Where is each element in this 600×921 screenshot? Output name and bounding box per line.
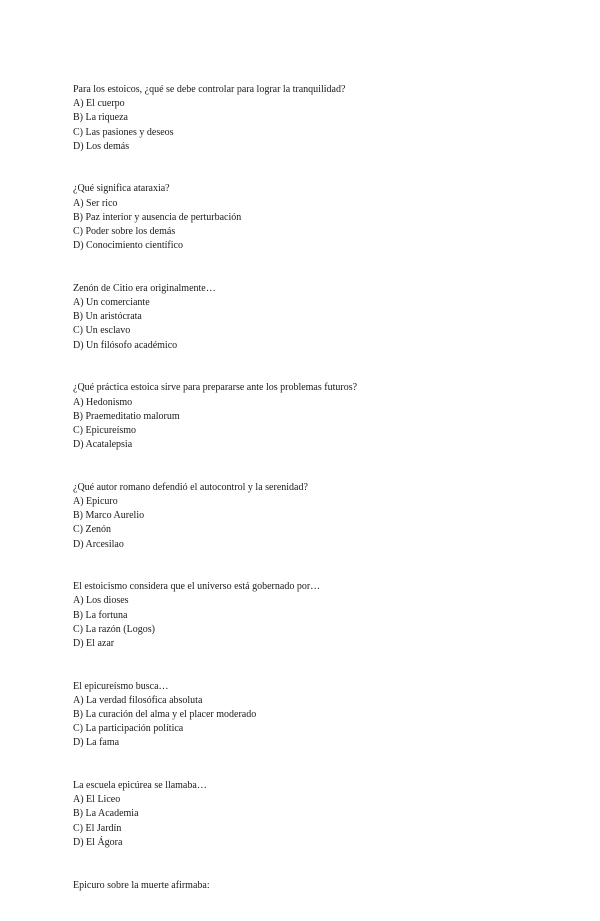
answer-option: A) Hedonismo [73,396,133,408]
answer-option: D) Acatalepsia [73,439,133,451]
question-block [73,481,553,552]
question-block [73,779,553,850]
answer-option: C) El Jardín [73,822,122,834]
answer-option: D) Un filósofo académico [73,339,178,351]
question-block [73,182,553,253]
question-block [73,879,553,893]
answer-option: C) Un esclavo [73,325,131,337]
question-block [73,282,553,353]
answer-option: C) Zenón [73,524,112,536]
answer-option: A) Epicuro [73,495,118,507]
answer-option: B) Praemeditatio malorum [73,410,180,422]
answer-option: A) El cuerpo [73,98,125,110]
answer-option: D) El azar [73,637,115,649]
question-text: Epicuro sobre la muerte afirmaba: [73,879,210,891]
question-text: Zenón de Citio era originalmente… [73,282,216,294]
answer-option: B) La curación del alma y el placer moderado [73,709,257,720]
question-block [73,580,553,651]
answer-option: C) Epicureísmo [73,424,137,436]
answer-option: A) Un comerciante [73,297,150,309]
question-block [73,381,553,452]
question-text: La escuela epicúrea se llamaba… [73,780,207,792]
answer-option: B) La Academia [73,808,139,820]
answer-option: A) Ser rico [73,197,118,209]
answer-option: D) Conocimiento científico [73,240,183,252]
question-list [73,83,553,921]
answer-option: A) Los dioses [73,595,129,607]
answer-option: A) El Liceo [73,794,121,806]
question-block [73,83,553,154]
answer-option: B) La fortuna [73,609,128,621]
answer-option: A) La verdad filosófica absoluta [73,694,203,706]
answer-option: C) La razón (Logos) [73,623,155,635]
question-text: ¿Qué práctica estoica sirve para prepararse ante los problemas futuros? [73,382,358,394]
answer-option: B) La riqueza [73,112,128,124]
answer-option: B) Marco Aurelio [73,510,145,522]
question-text: ¿Qué autor romano defendió el autocontrol y la serenidad? [73,481,308,493]
answer-option: D) Arcesilao [73,538,124,550]
answer-option: D) Los demás [73,140,130,152]
answer-option: C) Poder sobre los demás [73,226,176,237]
answer-option: D) El Ágora [73,836,123,848]
question-block [73,680,553,751]
question-text: El estoicismo considera que el universo está gobernado por… [73,581,321,593]
answer-option: B) Paz interior y ausencia de perturbación [73,211,242,223]
answer-option: D) La fama [73,737,120,749]
question-text: Para los estoicos, ¿qué se debe controlar para lograr la tranquilidad? [73,84,346,95]
answer-option: C) La participación política [73,723,184,735]
question-text: El epicureísmo busca… [73,680,169,692]
answer-option: C) Las pasiones y deseos [73,126,174,138]
answer-option: B) Un aristócrata [73,311,142,323]
question-text: ¿Qué significa ataraxia? [73,183,170,195]
